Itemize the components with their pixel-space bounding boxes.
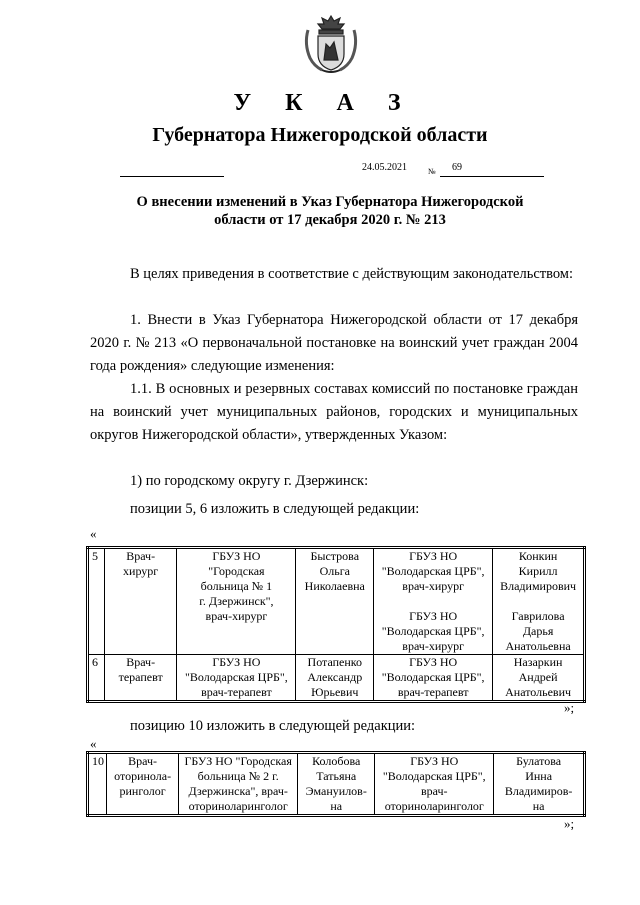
coat-of-arms-emblem xyxy=(300,12,362,74)
close-quote-1: »; xyxy=(564,700,575,715)
paragraph-subitem-1: 1) по городскому округу г. Дзержинск: xyxy=(130,473,369,489)
position-cell: Врач- оторинола- ринголог xyxy=(107,753,179,816)
organization-cell: ГБУЗ НО "Городская больница № 1 г. Дзержинск", врач-хирург xyxy=(177,548,296,655)
position-cell: Врач- хирург xyxy=(104,548,176,655)
reserve-name-cell: Конкин Кирилл Владимирович Гаврилова Дарья Анатольевна xyxy=(493,548,585,655)
number-label: № xyxy=(428,167,436,176)
reserve-organization-cell: ГБУЗ НО "Володарская ЦРБ", врач- оториноларинголог xyxy=(375,753,494,816)
commission-table-1 xyxy=(86,546,586,703)
row-number: 6 xyxy=(88,655,105,702)
position-cell: Врач- терапевт xyxy=(104,655,176,702)
document-title: У К А З xyxy=(233,90,415,116)
row-number: 5 xyxy=(88,548,105,655)
name-cell: Колобова Татьяна Эмануилов- на xyxy=(298,753,375,816)
open-quote-2: « xyxy=(90,736,97,751)
heading-line-2: области от 17 декабря 2020 г. № 213 xyxy=(214,212,446,228)
reserve-organization-cell: ГБУЗ НО "Володарская ЦРБ", врач-хирург ГБУЗ НО "Володарская ЦРБ", врач-хирург xyxy=(374,548,493,655)
table-row xyxy=(88,548,585,655)
reserve-name-cell: Назаркин Андрей Анатольевич xyxy=(493,655,585,702)
paragraph-position-10: позицию 10 изложить в следующей редакции: xyxy=(130,718,416,734)
table-row xyxy=(88,655,585,702)
row-number: 10 xyxy=(88,753,107,816)
heading-line-1: О внесении изменений в Указ Губернатора Нижегородской xyxy=(136,194,524,210)
reserve-organization-cell: ГБУЗ НО "Володарская ЦРБ", врач-терапевт xyxy=(374,655,493,702)
number-line xyxy=(440,176,544,177)
commission-table-2 xyxy=(86,751,586,817)
document-date: 24.05.2021 xyxy=(362,162,407,173)
paragraph-item-1: 1. Внести в Указ Губернатора Нижегородской области от 17 декабря 2020 г. № 213 «О первоначальной постановке на воинский учет граждан 2004 года рождения» следующие изменения: xyxy=(90,312,578,374)
document-number: 69 xyxy=(452,162,462,173)
reserve-name-cell: Булатова Инна Владимиров- на xyxy=(494,753,585,816)
blank-line xyxy=(120,176,224,177)
document-heading xyxy=(100,193,560,229)
organization-cell: ГБУЗ НО "Городская больница № 2 г. Дзержинска", врач- оториноларинголог xyxy=(179,753,298,816)
open-quote-1: « xyxy=(90,526,97,541)
table-row xyxy=(88,753,585,816)
close-quote-2: »; xyxy=(564,816,575,831)
paragraph-item-1-1: 1.1. В основных и резервных составах комиссий по постановке граждан на воинский учет муниципальных районов, городских и муниципальных округов Нижегородской области», утвержденных Указом: xyxy=(90,381,578,443)
name-cell: Потапенко Александр Юрьевич xyxy=(296,655,374,702)
organization-cell: ГБУЗ НО "Володарская ЦРБ", врач-терапевт xyxy=(177,655,296,702)
name-cell: Быстрова Ольга Николаевна xyxy=(296,548,374,655)
document-subtitle: Губернатора Нижегородской области xyxy=(152,124,488,146)
paragraph-positions-5-6: позиции 5, 6 изложить в следующей редакции: xyxy=(130,501,420,517)
paragraph-intro: В целях приведения в соответствие с действующим законодательством: xyxy=(130,266,574,282)
